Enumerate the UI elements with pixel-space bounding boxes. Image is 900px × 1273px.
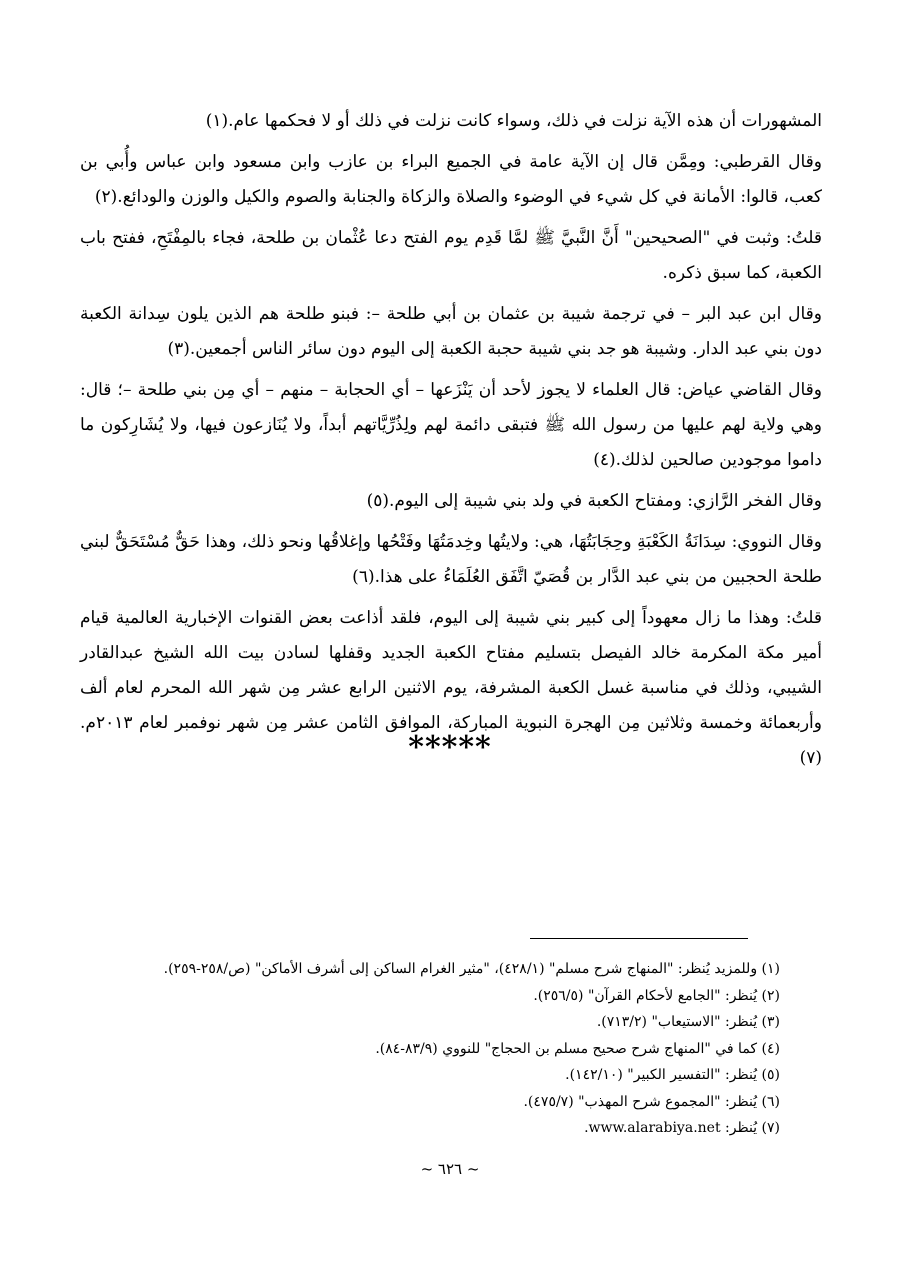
paragraph: قلتُ: وثبت في "الصحيحين" أَنَّ النَّبيَّ ﷺ لمَّا قَدِم يوم الفتح دعا عُثْمان بن طلحة، فجاء بالمِفْتَحِ، ففتح باب الكعبة، كما سبق ذكره. xyxy=(80,228,822,283)
footnote: (٢) يُنظر: "الجامع لأحكام القرآن" (٢٥٦/٥). xyxy=(533,987,780,1004)
paragraph: وقال ابن عبد البر – في ترجمة شيبة بن عثمان بن أبي طلحة –: فبنو طلحة هم الذين يلون سِدانة الكعبة دون بني عبد الدار. وشيبة هو جد بني شيبة حجبة الكعبة إلى اليوم دون سائر الناس أجمعين.(٣) xyxy=(80,304,822,359)
footnote: (٤) كما في "المنهاج شرح صحيح مسلم بن الحجاج" للنووي (٨٣/٩-٨٤). xyxy=(375,1040,780,1057)
page-number: ~ ٦٢٦ ~ xyxy=(420,1160,480,1178)
footnotes xyxy=(130,956,780,1142)
paragraph: وقال القرطبي: ومِمَّن قال إن الآية عامة في الجميع البراء بن عازب وابن مسعود وابن عباس وأُبي بن كعب، قالوا: الأمانة في كل شيء في الوضوء والصلاة والزكاة والجنابة والصوم والكيل والوزن والودائع.(٢) xyxy=(80,152,822,207)
paragraph: قلتُ: وهذا ما زال معهوداً إلى كبير بني شيبة إلى اليوم، فلقد أذاعت بعض القنوات الإخبارية العالمية قيام أمير مكة المكرمة خالد الفيصل بتسليم مفتاح الكعبة الجديد وقفلها لسادن بيت الله الشيخ عبدالقادر الشيبي، وذلك في مناسبة غسل الكعبة المشرفة، يوم الاثنين الرابع عشر مِن شهر الله المحرم لعام ألف وأربعمائة وخمسة وثلاثين مِن الهجرة النبوية المباركة، الموافق الثامن عشر مِن شهر نوفمبر لعام ٢٠١٣م.(٧) xyxy=(80,608,822,768)
footnote: (١) وللمزيد يُنظر: "المنهاج شرح مسلم" (٤٢٨/١)، "مثير الغرام الساكن إلى أشرف الأماكن" (ص/٢٥٨-٢٥٩). xyxy=(163,961,780,977)
paragraph: المشهورات أن هذه الآية نزلت في ذلك، وسواء كانت نزلت في ذلك أو لا فحكمها عام.(١) xyxy=(205,111,822,131)
body-text xyxy=(80,104,822,782)
paragraph: وقال الفخر الرَّازي: ومفتاح الكعبة في ولد بني شيبة إلى اليوم.(٥) xyxy=(366,491,822,511)
footnote: (٦) يُنظر: "المجموع شرح المهذب" (٤٧٥/٧). xyxy=(523,1093,780,1110)
footnote-divider xyxy=(530,938,748,939)
paragraph: وقال النووي: سِدَانَةُ الكَعْبَةِ وحِجَابَتُهَا، هي: ولايتُها وخِدمَتُهَا وفَتْحُها وإغلاقُها ونحو ذلك، وهذا حَقٌّ مُسْتَحَقٌّ لبني طلحة الحجبين من بني عبد الدَّار بن قُصَيّ اتَّفَق العُلَمَاءُ على هذا.(٦) xyxy=(80,532,822,587)
section-separator: ***** xyxy=(408,730,492,765)
footnote: (٥) يُنظر: "التفسير الكبير" (١٤٢/١٠). xyxy=(565,1067,780,1083)
footnote: (٧) يُنظر: www.alarabiya.net. xyxy=(584,1120,780,1136)
footnote: (٣) يُنظر: "الاستيعاب" (٧١٣/٢). xyxy=(596,1014,780,1030)
paragraph: وقال القاضي عياض: قال العلماء لا يجوز لأحد أن يَنْزَعها – أي الحجابة – منهم – أي مِن بني طلحة –؛ قال: وهي ولاية لهم عليها من رسول الله ﷺ فتبقى دائمة لهم ولِذُرِّيَّاتهم أبداً، ولا يُنَازعون فيها، ولا يُشَارِكون ما داموا موجودين صالحين لذلك.(٤) xyxy=(80,380,822,470)
